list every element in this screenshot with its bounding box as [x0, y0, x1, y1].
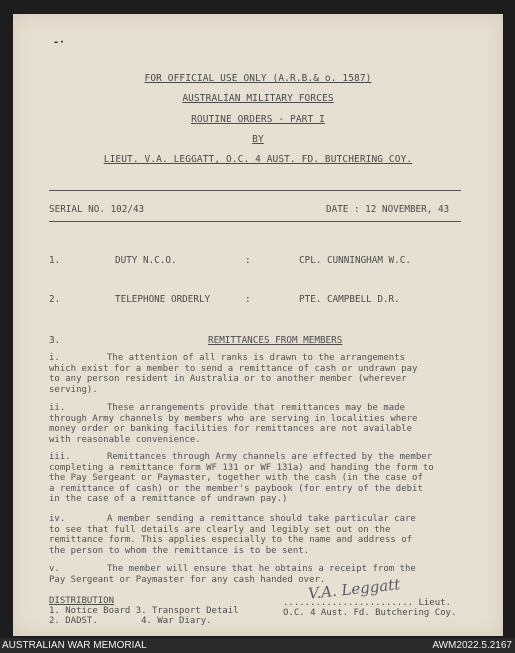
rule-bottom [49, 221, 461, 222]
paragraph-number: ii. [49, 403, 66, 413]
archive-reference: AWM2022.5.2167 [432, 640, 512, 651]
paragraph-v [49, 564, 465, 585]
paragraph-ii [49, 403, 465, 445]
paragraph-line: in the case of a remittance of undrawn pay.) [49, 494, 288, 505]
distribution-row: 1. Notice Board 3. Transport Detail [49, 606, 239, 616]
paragraph-line: The member will ensure that he obtains a receipt from the [107, 564, 416, 574]
issuer-line: LIEUT. V.A. LEGGATT, O.C. 4 AUST. FD. BUTCHERING COY. [103, 154, 413, 165]
paragraph-line: the person to whom the remittance is to be sent. [49, 545, 310, 556]
distribution-row: 2. DADST. 4. War Diary. [49, 616, 212, 626]
classification-line: FOR OFFICIAL USE ONLY (A.R.B.& o. 1587) [144, 73, 372, 84]
paragraph-line: which exist for a member to send a remittance of cash or undrawn pay [49, 363, 418, 374]
section-title: REMITTANCES FROM MEMBERS [208, 335, 343, 346]
serial-number: SERIAL NO. 102/43 [49, 204, 145, 215]
rule-top [49, 190, 461, 191]
item-number: 2. [49, 294, 61, 305]
distribution-title: DISTRIBUTION [49, 596, 115, 606]
paragraph-line: A member sending a remittance should take particular care [107, 514, 416, 524]
paragraph-line: money order or banking facilities for remittances are not available [49, 424, 413, 435]
orders-title: ROUTINE ORDERS - PART I [191, 114, 325, 125]
paragraph-number: i. [49, 353, 60, 363]
paragraph-line: with reasonable convenience. [49, 434, 201, 445]
paragraph-line: serving). [49, 384, 98, 395]
paragraph-line: to any person resident in Australia or to another member (wherever [49, 374, 407, 385]
org-title: AUSTRALIAN MILITARY FORCES [182, 93, 334, 104]
order-date: DATE : 12 NOVEMBER, 43 [326, 204, 450, 215]
paragraph-i [49, 353, 465, 395]
item-separator: : [245, 255, 251, 266]
paragraph-line: a remittance of cash) or the member's paybook (for entry of the debit [49, 483, 423, 494]
duty-name: CPL. CUNNINGHAM W.C. [299, 255, 411, 266]
paragraph-line: The attention of all ranks is drawn to the arrangements [107, 353, 406, 363]
paragraph-number: iii. [49, 452, 71, 462]
archive-credit: AUSTRALIAN WAR MEMORIAL [2, 640, 147, 651]
paragraph-line: through Army channels by members who are serving in localities where [49, 413, 418, 424]
item-separator: : [245, 294, 251, 305]
paragraph-iv [49, 514, 465, 556]
paragraph-line: completing a remittance form WF 131 or WF 131a) and handing the form to [49, 462, 434, 473]
section-number: 3. [49, 335, 61, 346]
duty-role: DUTY N.C.O. [115, 255, 177, 266]
by-line: BY [252, 134, 264, 145]
paragraph-number: v. [49, 564, 60, 574]
duty-role: TELEPHONE ORDERLY [115, 294, 211, 305]
paragraph-number: iv. [49, 514, 66, 524]
signature-rank-line: ........................ Lieut. [283, 598, 451, 608]
document-page [13, 14, 503, 636]
paragraph-line: the Pay Sergeant or Paymaster, together with the cash (in the case of [49, 473, 423, 484]
paragraph-line: Pay Sergeant or Paymaster for any cash handed over. [49, 574, 326, 585]
item-number: 1. [49, 255, 61, 266]
paragraph-iii [49, 452, 465, 505]
duty-name: PTE. CAMPBELL D.R. [299, 294, 400, 305]
paragraph-line: remittance form. This applies especially to the name and address of [49, 535, 413, 546]
paragraph-line: These arrangements provide that remittances may be made [107, 403, 406, 413]
paragraph-line: to see that full details are clearly and legibly set out on the [49, 524, 391, 535]
paragraph-line: Remittances through Army channels are effected by the member [107, 452, 433, 462]
signature-unit-line: O.C. 4 Aust. Fd. Butchering Coy. [283, 608, 457, 618]
handwritten-signature: V.A. Leggatt [307, 575, 402, 603]
corner-mark: -· [53, 37, 66, 48]
